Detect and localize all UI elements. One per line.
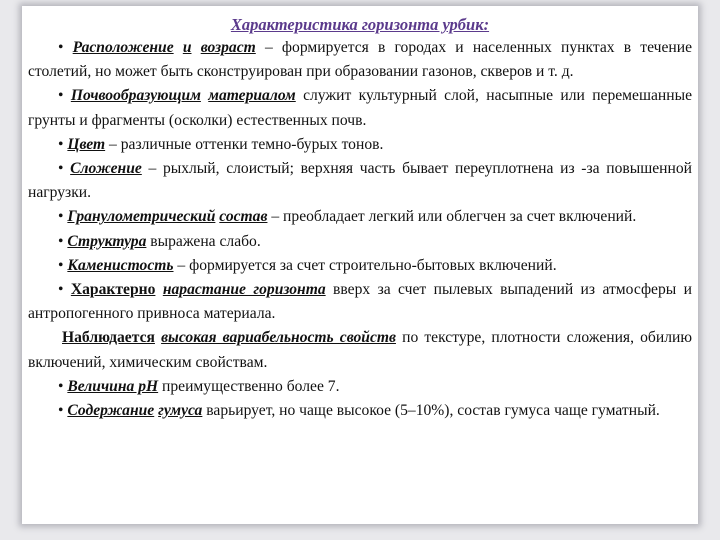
paragraph-granulometric — [28, 205, 692, 229]
keyword-content: Содержание — [67, 402, 155, 420]
bullet: • — [58, 256, 64, 274]
paragraph-text: варьирует, но чаще высокое (5–10%), состав гумуса чаще гуматный. — [202, 402, 660, 420]
paragraph-structure — [28, 230, 692, 254]
paragraph-text: – рыхлый, слоистый; верхняя часть бывает переуплотнена из -за повышенной нагрузки. — [28, 160, 692, 202]
keyword-ph: Величина рН — [67, 377, 159, 395]
paragraph-text: – преобладает легкий или облегчен за счет включений. — [267, 208, 637, 226]
keyword-characteristic: Характерно — [70, 281, 156, 299]
paragraph-location-age — [28, 36, 692, 84]
keyword-age: возраст — [200, 39, 256, 56]
bullet: • — [58, 402, 64, 420]
paragraph-composition — [28, 157, 692, 205]
keyword-and: и — [182, 39, 192, 56]
paragraph-variability — [28, 326, 692, 374]
keyword-makeup: состав — [219, 208, 268, 226]
bullet: • — [58, 135, 64, 153]
paragraph-text: преимущественно более 7. — [158, 377, 340, 395]
paragraph-text: служит культурный слой, насыпные или перемешанные грунты и фрагменты (осколки) естественных почв. — [28, 87, 692, 129]
paragraph-growth — [28, 278, 692, 326]
paragraph-text: по текстуре, плотности сложения, обилию включений, химическим свойствам. — [28, 329, 692, 371]
keyword-granulometric: Гранулометрический — [67, 208, 216, 226]
keyword-color: Цвет — [67, 135, 106, 153]
keyword-soil-forming: Почвообразующим — [70, 87, 201, 105]
paragraph-text: – формируется в городах и населенных пунктах в течение столетий, но может быть сконструирован при образовании газонов, скверов и т. д. — [28, 39, 693, 81]
keyword-horizon-growth: нарастание горизонта — [162, 281, 326, 299]
paragraph-stoniness — [28, 254, 692, 278]
bullet: • — [58, 208, 64, 226]
paragraph-color — [28, 133, 692, 157]
keyword-observed: Наблюдается — [62, 329, 155, 347]
keyword-stoniness: Каменистость — [67, 256, 174, 274]
keyword-humus: гумуса — [158, 402, 203, 420]
paragraph-text: вверх за счет пылевых выпадений из атмосферы и антропогенного привноса материала. — [28, 281, 692, 323]
paragraph-text: выражена слабо. — [146, 232, 261, 250]
bullet: • — [58, 377, 64, 395]
keyword-structure: Структура — [67, 232, 147, 250]
slide-title: Характеристика горизонта урбик: — [230, 15, 490, 34]
keyword-composition: Сложение — [70, 160, 142, 178]
keyword-material: материалом — [208, 87, 296, 105]
bullet: • — [58, 232, 64, 250]
bullet: • — [58, 87, 64, 105]
bullet: • — [58, 160, 64, 178]
paragraph-humus — [28, 399, 692, 423]
keyword-variability: высокая вариабельность свойств — [161, 329, 396, 347]
bullet: • — [58, 281, 64, 299]
paragraph-text: – формируется за счет строительно-бытовых включений. — [173, 256, 557, 274]
paragraph-text: – различные оттенки темно-бурых тонов. — [105, 135, 384, 153]
keyword-location: Расположение — [72, 39, 174, 56]
paragraph-ph — [28, 375, 692, 399]
paragraph-parent-material — [28, 84, 692, 132]
slide — [22, 6, 698, 524]
bullet: • — [58, 39, 64, 56]
